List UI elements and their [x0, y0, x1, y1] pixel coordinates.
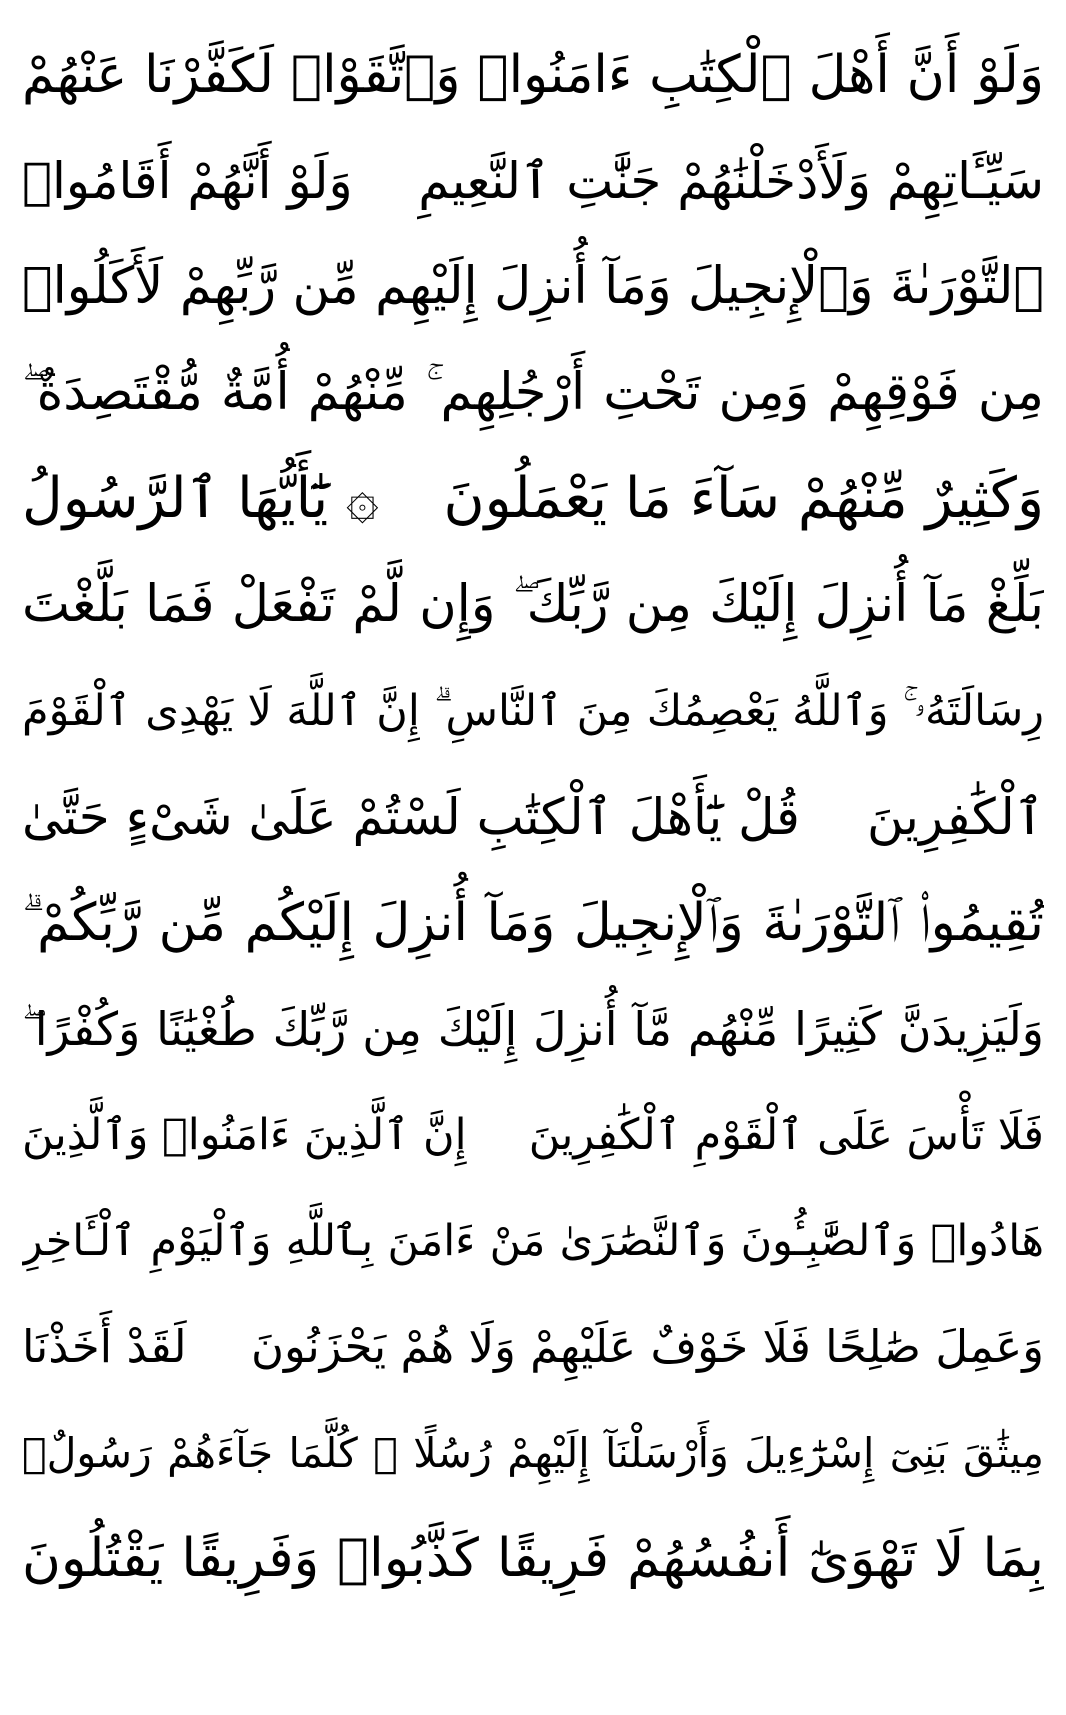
text-line-15 [22, 1506, 1044, 1612]
text-line-12 [22, 1188, 1044, 1294]
line-text: بِمَا لَا تَهْوَىٰٓ أَنفُسُهُمْ فَرِيقًا كَذَّبُوا۟ وَفَرِيقًا يَقْتُلُونَ [22, 1528, 1044, 1589]
line-text-start: سَيِّـَٔاتِهِمْ وَلَأَدْخَلْنَٰهُمْ جَنَّٰتِ ٱلنَّعِيمِ [418, 152, 1044, 210]
text-line-9 [22, 870, 1044, 976]
line-text-end: ۞ يَٰٓأَيُّهَا ٱلرَّسُولُ [22, 466, 379, 531]
line-text: مِيثَٰقَ بَنِىٓ إِسْرَٰٓءِيلَ وَأَرْسَلْنَآ إِلَيْهِمْ رُسُلًا ۖ كُلَّمَا جَآءَهُمْ رَسُولٌۢ [22, 1429, 1044, 1477]
line-text: وَلَوْ أَنَّ أَهْلَ ٱلْكِتَٰبِ ءَامَنُوا۟ وَٱتَّقَوْا۟ لَكَفَّرْنَا عَنْهُمْ [22, 45, 1044, 105]
line-text: رِسَالَتَهُۥ ۚ وَٱللَّهُ يَعْصِمُكَ مِنَ ٱلنَّاسِ ۗ إِنَّ ٱللَّهَ لَا يَهْدِى ٱلْقَوْمَ [22, 686, 1044, 736]
line-text-start: فَلَا تَأْسَ عَلَى ٱلْقَوْمِ ٱلْكَٰفِرِينَ [528, 1110, 1044, 1160]
text-line-1 [22, 22, 1044, 128]
line-text: ٱلتَّوْرَىٰةَ وَٱلْإِنجِيلَ وَمَآ أُنزِلَ إِلَيْهِم مِّن رَّبِّهِمْ لَأَكَلُوا۟ [22, 257, 1044, 316]
line-text: وَلَيَزِيدَنَّ كَثِيرًا مِّنْهُم مَّآ أُنزِلَ إِلَيْكَ مِن رَّبِّكَ طُغْيَٰنًا وَكُفْرًا ۖ [22, 1002, 1044, 1056]
text-line-8 [22, 764, 1044, 870]
line-text: مِن فَوْقِهِمْ وَمِن تَحْتِ أَرْجُلِهِم ۚ مِّنْهُمْ أُمَّةٌ مُّقْتَصِدَةٌ ۖ [22, 363, 1044, 422]
text-line-14 [22, 1400, 1044, 1506]
text-line-3 [22, 234, 1044, 340]
text-line-2 [22, 128, 1044, 234]
text-line-13 [22, 1294, 1044, 1400]
line-text-end: إِنَّ ٱلَّذِينَ ءَامَنُوا۟ وَٱلَّذِينَ [22, 1110, 467, 1160]
line-text-start: وَعَمِلَ صَٰلِحًا فَلَا خَوْفٌ عَلَيْهِمْ وَلَا هُمْ يَحْزَنُونَ [250, 1320, 1044, 1373]
line-text-end: وَلَوْ أَنَّهُمْ أَقَامُوا۟ [22, 152, 353, 210]
line-text-end: قُلْ يَٰٓأَهْلَ ٱلْكِتَٰبِ لَسْتُمْ عَلَىٰ شَىْءٍ حَتَّىٰ [22, 788, 800, 846]
text-line-5 [22, 446, 1044, 552]
line-text: هَادُوا۟ وَٱلصَّٰبِـُٔونَ وَٱلنَّصَٰرَىٰ مَنْ ءَامَنَ بِٱللَّهِ وَٱلْيَوْمِ ٱلْـَٔاخِرِ [22, 1216, 1044, 1266]
quran-text-block [22, 22, 1044, 1612]
line-text-start: وَكَثِيرٌ مِّنْهُمْ سَآءَ مَا يَعْمَلُونَ [443, 466, 1044, 531]
line-text: بَلِّغْ مَآ أُنزِلَ إِلَيْكَ مِن رَّبِّكَ ۖ وَإِن لَّمْ تَفْعَلْ فَمَا بَلَّغْتَ [22, 575, 1044, 634]
text-line-7 [22, 658, 1044, 764]
text-line-6 [22, 552, 1044, 658]
text-line-4 [22, 340, 1044, 446]
text-line-11 [22, 1082, 1044, 1188]
line-text: تُقِيمُوا۟ ٱلتَّوْرَىٰةَ وَٱلْإِنجِيلَ وَمَآ أُنزِلَ إِلَيْكُم مِّن رَّبِّكُمْ ۗ [22, 893, 1044, 953]
line-text-start: ٱلْكَٰفِرِينَ [866, 788, 1044, 846]
text-line-10 [22, 976, 1044, 1082]
line-text-end: لَقَدْ أَخَذْنَا [22, 1320, 187, 1373]
